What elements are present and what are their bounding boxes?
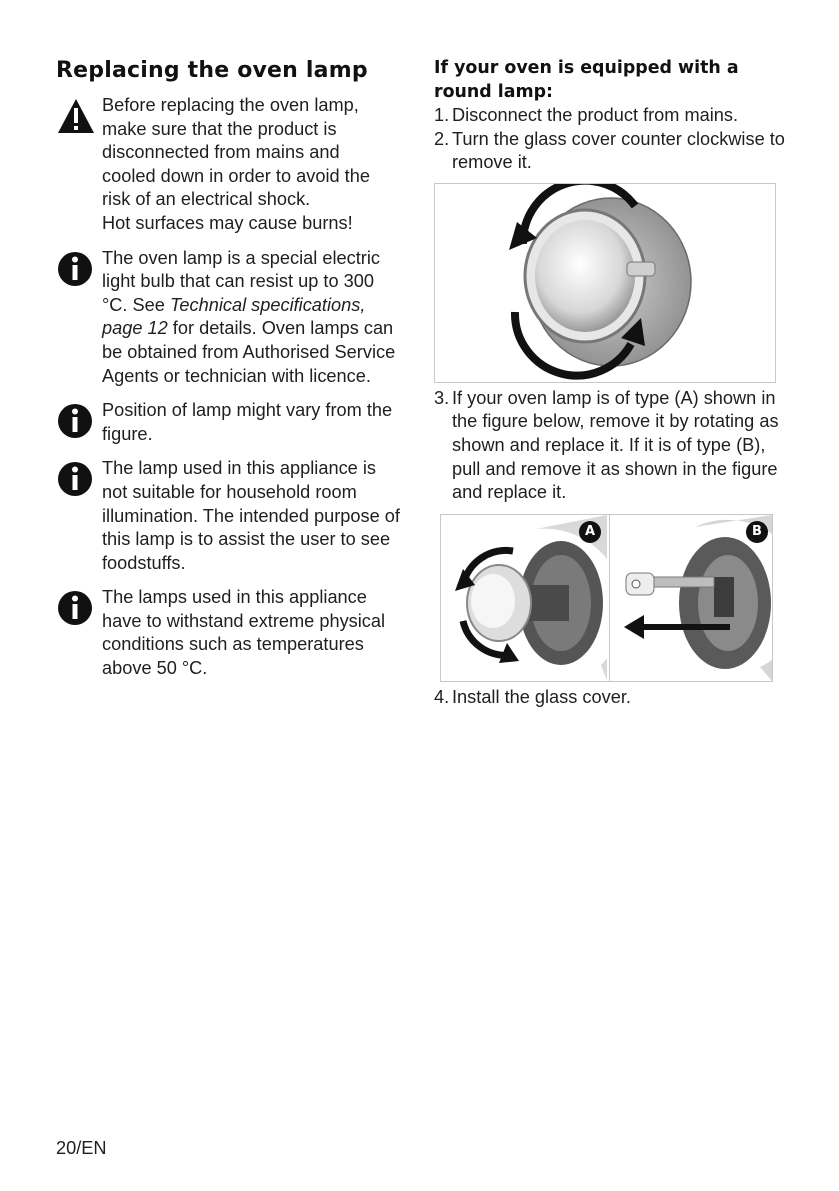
info-icon (56, 588, 96, 628)
info-icon (56, 249, 96, 289)
step-number: 2. (434, 128, 450, 149)
right-column (434, 56, 789, 709)
step-text: If your oven lamp is of type (A) shown in the figure below, remove it by rotating as shown and replace it. If it is of type (B), pull and remove it as shown in the figure and replace it. (452, 387, 779, 503)
round-lamp-heading: If your oven is equipped with a round lamp: (434, 58, 739, 102)
step-number: 4. (434, 686, 450, 707)
step-text: Install the glass cover. (452, 686, 631, 707)
step-text: Turn the glass cover counter clockwise to remove it. (452, 128, 785, 173)
step-number: 1. (434, 105, 450, 125)
step-number: 3. (434, 387, 450, 408)
warning-icon (56, 96, 96, 136)
note-text: The oven lamp is a special electric light bulb that can resist up to 300 °C. See (102, 247, 380, 315)
info-note-position (56, 399, 401, 446)
left-column (56, 56, 401, 692)
glass-cover-figure (434, 183, 776, 383)
note-text: for details. Oven lamps can be obtained from Authorised Service Agents or technician with licence. (102, 318, 396, 386)
section-title: Replacing the oven lamp (56, 58, 368, 83)
note-text: The lamps used in this appliance have to withstand extreme physical conditions such as temperatures above 50 °C. (102, 587, 386, 679)
label-b: B (746, 521, 768, 543)
info-note-lamp-type (56, 247, 401, 389)
info-note-conditions (56, 586, 401, 680)
warning-line: disconnected from mains and (102, 142, 340, 163)
page-number: 20/EN (56, 1138, 107, 1158)
step-3 (434, 387, 789, 505)
info-icon (56, 401, 96, 441)
warning-line: cooled down in order to avoid the (102, 165, 370, 186)
step-1 (434, 104, 789, 128)
note-text: Position of lamp might vary from the figure. (102, 400, 393, 444)
lamp-type-a-panel (441, 515, 610, 681)
lamp-type-figure (440, 514, 773, 682)
step-2 (434, 128, 789, 175)
warning-line: Before replacing the oven lamp, (102, 95, 359, 115)
warning-line: make sure that the product is (102, 118, 337, 139)
lamp-type-b-illustration (610, 515, 772, 681)
label-a: A (579, 521, 601, 543)
warning-line: Hot surfaces may cause burns! (102, 212, 353, 233)
spec-reference: Technical specifications, page 12 (102, 294, 366, 339)
step-text: Disconnect the product from mains. (452, 105, 739, 125)
step-4 (434, 686, 789, 710)
info-note-purpose (56, 457, 401, 575)
note-text: The lamp used in this appliance is not suitable for household room illumination. The intended purpose of this lamp is to assist the user to see foodstuffs. (102, 458, 400, 573)
lamp-type-b-panel (610, 515, 772, 681)
warning-note (56, 94, 401, 236)
warning-line: risk of an electrical shock. (102, 189, 311, 210)
info-icon (56, 459, 96, 499)
glass-cover-illustration (435, 184, 775, 382)
